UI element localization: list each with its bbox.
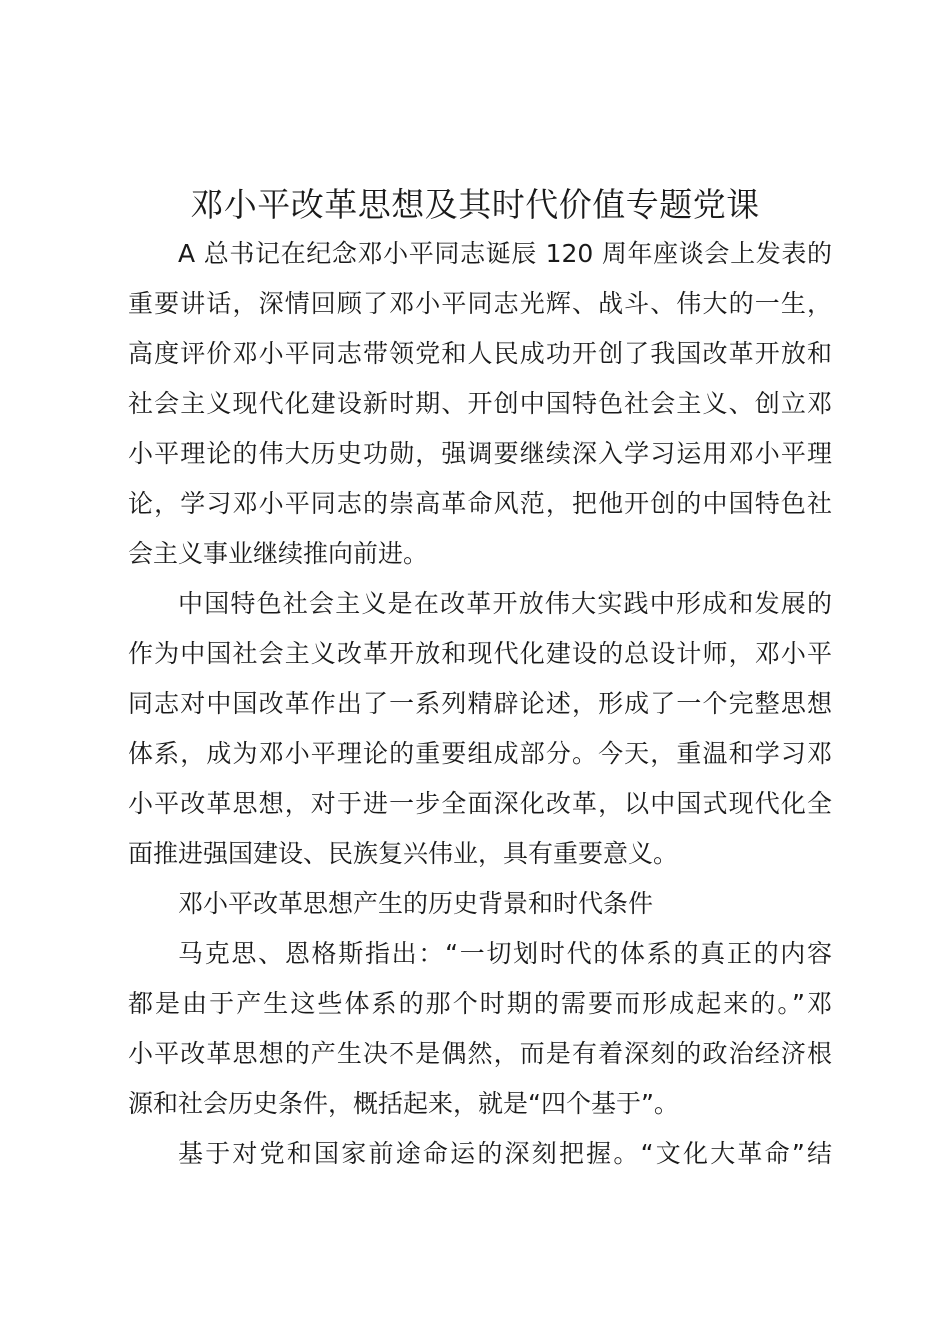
paragraph-line: 会主义事业继续推向前进。 (128, 539, 429, 568)
paragraph-line: 小平改革思想，对于进一步全面深化改革，以中国式现代化全 (128, 789, 832, 818)
paragraph-line: 重要讲话，深情回顾了邓小平同志光辉、战斗、伟大的一生， (128, 289, 832, 318)
paragraph-line: 小平改革思想的产生决不是偶然，而是有着深刻的政治经济根 (128, 1039, 832, 1068)
paragraph-line: 中国特色社会主义是在改革开放伟大实践中形成和发展的 (178, 589, 832, 618)
paragraph-line: 同志对中国改革作出了一系列精辟论述，形成了一个完整思想 (128, 689, 832, 718)
paragraph-line: 都是由于产生这些体系的那个时期的需要而形成起来的。”邓 (128, 989, 832, 1018)
paragraph-line: 面推进强国建设、民族复兴伟业，具有重要意义。 (128, 839, 679, 868)
paragraph-line: 高度评价邓小平同志带领党和人民成功开创了我国改革开放和 (128, 339, 832, 368)
paragraph-line: 论，学习邓小平同志的崇高革命风范，把他开创的中国特色社 (128, 489, 832, 518)
paragraph-line: 小平理论的伟大历史功勋，强调要继续深入学习运用邓小平理 (128, 439, 832, 468)
paragraph-line: A 总书记在纪念邓小平同志诞辰 120 周年座谈会上发表的 (178, 239, 832, 268)
paragraph-line: 源和社会历史条件，概括起来，就是“四个基于”。 (128, 1089, 679, 1118)
paragraph-line: 体系，成为邓小平理论的重要组成部分。今天，重温和学习邓 (128, 739, 832, 768)
paragraph-line: 马克思、恩格斯指出：“一切划时代的体系的真正的内容 (178, 939, 832, 968)
document-title: 邓小平改革思想及其时代价值专题党课 (190, 185, 760, 224)
section-heading: 邓小平改革思想产生的历史背景和时代条件 (178, 889, 654, 918)
paragraph-line: 基于对党和国家前途命运的深刻把握。“文化大革命”结 (178, 1139, 832, 1168)
paragraph-line: 作为中国社会主义改革开放和现代化建设的总设计师，邓小平 (128, 639, 832, 668)
paragraph-line: 社会主义现代化建设新时期、开创中国特色社会主义、创立邓 (128, 389, 832, 418)
